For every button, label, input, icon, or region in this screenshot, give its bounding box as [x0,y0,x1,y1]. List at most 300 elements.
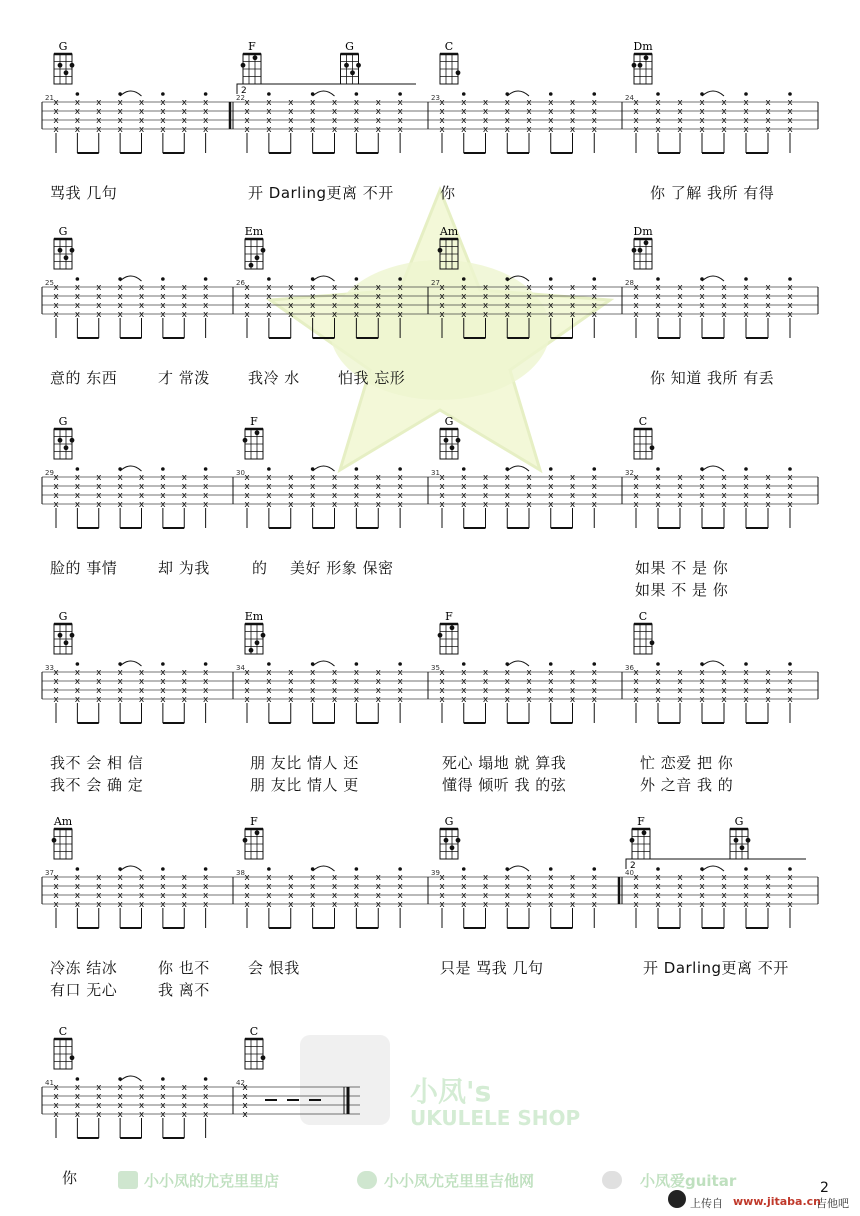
svg-text:x: x [482,677,489,687]
svg-text:x: x [375,891,381,901]
chord-diagram-g [54,239,74,269]
svg-text:x: x [787,891,793,901]
svg-text:x: x [138,107,145,117]
svg-text:x: x [309,900,316,910]
svg-text:x: x [504,107,510,117]
svg-text:x: x [526,310,532,320]
svg-text:x: x [548,473,554,483]
svg-text:x: x [633,686,639,696]
svg-text:x: x [160,98,166,108]
svg-text:x: x [202,473,209,483]
svg-text:x: x [117,292,123,302]
svg-text:x: x [504,301,510,311]
svg-text:x: x [743,116,749,126]
svg-text:x: x [633,107,639,117]
svg-text:x: x [677,491,683,501]
svg-text:x: x [591,668,597,678]
svg-text:x: x [461,292,467,302]
svg-text:x: x [74,283,81,293]
footer-weibo-name: 小凤爱guitar [640,1172,737,1190]
lyric-segment: 我不 会 相 信 [50,754,144,772]
chord-diagram-g [730,829,750,859]
svg-text:x: x [461,686,467,696]
svg-text:x: x [787,900,793,910]
svg-text:x: x [439,292,445,302]
measure-number: 28 [625,279,634,287]
lyric-segment: 懂得 倾听 我 的弦 [442,776,567,794]
svg-text:x: x [74,107,81,117]
svg-text:x: x [526,900,532,910]
svg-text:x: x [787,107,793,117]
svg-text:x: x [461,491,467,501]
svg-text:x: x [309,473,316,483]
svg-text:x: x [266,473,272,483]
lyric-segment: 死心 塌地 就 算我 [442,754,567,772]
svg-text:x: x [548,116,554,126]
svg-text:x: x [461,482,467,492]
svg-text:x: x [633,677,639,687]
svg-text:x: x [439,668,445,678]
svg-text:x: x [288,900,294,910]
svg-text:x: x [331,491,338,501]
svg-text:x: x [160,491,166,501]
svg-text:x: x [397,686,403,696]
svg-text:x: x [569,292,576,302]
svg-text:x: x [202,125,209,135]
svg-text:x: x [202,301,209,311]
chord-name: G [58,40,68,53]
svg-text:x: x [633,482,639,492]
svg-text:x: x [633,473,639,483]
svg-text:x: x [74,1083,81,1093]
svg-text:x: x [117,882,123,892]
svg-text:x: x [504,500,510,510]
svg-text:x: x [117,482,123,492]
svg-text:x: x [96,500,102,510]
chord-diagram-em [245,239,265,269]
svg-text:x: x [74,677,81,687]
svg-text:x: x [655,292,661,302]
svg-text:x: x [181,473,187,483]
score-row-4 [0,610,860,730]
svg-text:x: x [244,695,250,705]
svg-text:x: x [353,491,360,501]
svg-text:x: x [787,292,793,302]
svg-text:x: x [266,292,272,302]
svg-text:x: x [74,695,81,705]
svg-text:x: x [655,107,661,117]
svg-text:x: x [74,310,81,320]
svg-text:x: x [244,900,250,910]
svg-text:x: x [765,98,771,108]
svg-text:x: x [309,500,316,510]
svg-text:x: x [591,900,597,910]
svg-text:x: x [591,482,597,492]
svg-text:x: x [202,310,209,320]
svg-text:x: x [96,891,102,901]
chord-name: C [58,1025,68,1038]
svg-text:x: x [655,482,661,492]
chord-name: Am [53,815,73,828]
svg-text:x: x [53,473,59,483]
svg-text:x: x [526,891,532,901]
svg-text:x: x [461,668,467,678]
svg-text:x: x [266,677,272,687]
lyric-segment: 美好 形象 保密 [290,559,394,577]
svg-text:x: x [266,310,272,320]
svg-text:x: x [721,677,727,687]
svg-text:x: x [699,500,705,510]
chord-diagram-c [634,429,654,459]
svg-text:x: x [375,882,381,892]
svg-text:x: x [53,491,59,501]
svg-text:x: x [765,891,771,901]
upload-site-name: 吉他吧 [816,1197,849,1210]
svg-text:x: x [160,695,166,705]
svg-text:x: x [655,301,661,311]
volta-bracket [237,84,416,94]
svg-text:x: x [699,310,705,320]
svg-text:x: x [569,491,576,501]
svg-text:x: x [461,873,467,883]
svg-text:x: x [721,873,727,883]
svg-text:x: x [677,668,683,678]
svg-text:x: x [721,125,727,135]
svg-text:x: x [439,891,445,901]
volta-number: 2 [630,861,636,871]
svg-text:x: x [787,116,793,126]
lyric-segment: 会 恨我 [248,959,300,977]
score-row-2 [0,225,860,345]
svg-text:x: x [160,116,166,126]
svg-text:x: x [138,292,145,302]
lyric-segment: 朋 友比 情人 更 [250,776,359,794]
svg-text:x: x [96,107,102,117]
svg-text:x: x [655,283,661,293]
chord-name: G [58,610,68,623]
svg-text:x: x [242,1110,248,1120]
svg-text:x: x [138,891,145,901]
svg-text:x: x [482,491,489,501]
svg-text:x: x [548,873,554,883]
svg-text:x: x [375,686,381,696]
svg-text:x: x [677,695,683,705]
svg-text:x: x [74,292,81,302]
chord-name: F [250,415,258,428]
svg-text:x: x [138,677,145,687]
chord-diagram-f [438,624,458,654]
svg-text:x: x [266,283,272,293]
svg-text:x: x [591,125,597,135]
svg-text:x: x [743,491,749,501]
svg-text:x: x [202,1092,209,1102]
svg-text:x: x [397,98,403,108]
svg-text:x: x [548,668,554,678]
svg-text:x: x [526,873,532,883]
svg-text:x: x [677,107,683,117]
svg-text:x: x [53,283,59,293]
svg-text:x: x [353,473,360,483]
svg-text:x: x [526,107,532,117]
svg-text:x: x [787,500,793,510]
svg-text:x: x [375,900,381,910]
svg-text:x: x [117,301,123,311]
svg-text:x: x [743,891,749,901]
svg-text:x: x [569,882,576,892]
svg-text:x: x [765,107,771,117]
svg-text:x: x [244,891,250,901]
svg-text:x: x [526,695,532,705]
svg-text:x: x [74,1110,81,1120]
svg-text:x: x [633,292,639,302]
svg-text:x: x [591,116,597,126]
svg-text:x: x [96,292,102,302]
svg-text:x: x [787,310,793,320]
svg-text:x: x [331,473,338,483]
svg-text:x: x [439,98,445,108]
svg-text:x: x [288,891,294,901]
svg-text:x: x [439,283,445,293]
svg-text:x: x [160,900,166,910]
svg-text:x: x [482,686,489,696]
svg-text:x: x [117,125,123,135]
svg-text:x: x [138,125,145,135]
svg-text:x: x [397,482,403,492]
svg-text:x: x [721,292,727,302]
chord-diagram-g [341,54,361,84]
svg-text:x: x [266,482,272,492]
svg-text:x: x [331,900,338,910]
svg-text:x: x [53,1092,59,1102]
svg-text:x: x [74,1101,81,1111]
chord-diagram-c [245,1039,265,1069]
svg-text:x: x [309,283,316,293]
svg-text:x: x [138,1083,145,1093]
svg-text:x: x [397,310,403,320]
svg-text:x: x [74,686,81,696]
measure-number: 32 [625,469,634,477]
chord-name: G [58,415,68,428]
jitaba-logo-icon [668,1190,686,1208]
svg-text:x: x [96,900,102,910]
svg-text:x: x [699,873,705,883]
svg-text:x: x [482,500,489,510]
svg-text:x: x [266,891,272,901]
svg-text:x: x [202,283,209,293]
svg-text:x: x [548,98,554,108]
lyric-segment: 却 为我 [158,559,210,577]
svg-text:x: x [633,873,639,883]
svg-text:x: x [244,500,250,510]
svg-text:x: x [160,882,166,892]
svg-text:x: x [202,1083,209,1093]
svg-text:x: x [655,695,661,705]
svg-text:x: x [138,1110,145,1120]
svg-text:x: x [677,473,683,483]
svg-text:x: x [569,310,576,320]
svg-text:x: x [266,98,272,108]
svg-text:x: x [439,310,445,320]
svg-text:x: x [353,125,360,135]
svg-text:x: x [699,900,705,910]
svg-text:x: x [266,116,272,126]
svg-text:x: x [633,900,639,910]
svg-text:x: x [309,491,316,501]
svg-text:x: x [787,686,793,696]
svg-text:x: x [677,283,683,293]
svg-text:x: x [504,125,510,135]
svg-text:x: x [117,107,123,117]
svg-text:x: x [655,491,661,501]
svg-text:x: x [765,500,771,510]
svg-text:x: x [117,1092,123,1102]
svg-text:x: x [117,1083,123,1093]
svg-text:x: x [482,695,489,705]
svg-text:x: x [526,482,532,492]
svg-text:x: x [699,695,705,705]
upload-site[interactable]: www.jitaba.cn [733,1195,822,1208]
svg-text:x: x [504,491,510,501]
footer-shop-name: 小小凤的尤克里里店 [144,1172,280,1190]
svg-text:x: x [244,677,250,687]
upload-label: 上传自 [690,1197,723,1210]
svg-text:x: x [482,900,489,910]
svg-text:x: x [96,125,102,135]
svg-text:x: x [353,98,360,108]
svg-text:x: x [353,301,360,311]
chord-name: F [250,815,258,828]
svg-text:x: x [160,125,166,135]
svg-text:x: x [96,1110,102,1120]
svg-text:x: x [569,900,576,910]
svg-text:x: x [331,873,338,883]
svg-text:x: x [288,695,294,705]
svg-text:x: x [461,301,467,311]
svg-text:x: x [743,882,749,892]
svg-text:x: x [160,677,166,687]
svg-text:x: x [375,283,381,293]
svg-text:x: x [526,301,532,311]
svg-text:x: x [74,98,81,108]
svg-text:x: x [633,301,639,311]
chord-name: C [249,1025,259,1038]
svg-text:x: x [202,116,209,126]
lyric-segment: 才 常泼 [158,369,210,387]
measure-number: 36 [625,664,634,672]
svg-text:x: x [353,482,360,492]
svg-text:x: x [461,695,467,705]
svg-text:x: x [397,891,403,901]
svg-text:x: x [655,310,661,320]
svg-text:x: x [353,283,360,293]
svg-text:x: x [181,482,187,492]
chord-diagram-em [245,624,265,654]
svg-text:x: x [288,125,294,135]
svg-text:x: x [375,301,381,311]
svg-text:x: x [309,292,316,302]
svg-text:x: x [633,882,639,892]
svg-text:x: x [743,482,749,492]
svg-text:x: x [548,301,554,311]
svg-text:x: x [138,900,145,910]
svg-text:x: x [181,900,187,910]
svg-text:x: x [375,107,381,117]
svg-text:x: x [353,116,360,126]
svg-text:x: x [569,668,576,678]
svg-text:x: x [633,500,639,510]
svg-text:x: x [677,686,683,696]
svg-text:x: x [138,310,145,320]
svg-text:x: x [677,301,683,311]
chord-diagram-c [634,624,654,654]
svg-text:x: x [504,283,510,293]
svg-text:x: x [244,482,250,492]
svg-text:x: x [655,473,661,483]
svg-text:x: x [461,116,467,126]
svg-text:x: x [765,473,771,483]
svg-text:x: x [548,292,554,302]
svg-text:x: x [181,1110,187,1120]
svg-text:x: x [439,695,445,705]
svg-text:x: x [266,107,272,117]
chord-diagram-c [440,54,460,84]
svg-text:x: x [461,500,467,510]
svg-text:x: x [439,686,445,696]
svg-text:x: x [331,686,338,696]
measure-number: 23 [431,94,440,102]
svg-text:x: x [569,116,576,126]
svg-text:x: x [160,310,166,320]
svg-text:x: x [655,873,661,883]
svg-text:x: x [591,310,597,320]
svg-text:x: x [482,891,489,901]
svg-text:x: x [526,500,532,510]
svg-text:x: x [331,310,338,320]
svg-text:x: x [160,1110,166,1120]
svg-text:x: x [117,98,123,108]
svg-text:x: x [288,310,294,320]
lyric-segment: 如果 不 是 你 [635,581,729,599]
svg-text:x: x [181,301,187,311]
chord-diagram-dm [632,54,652,84]
svg-text:x: x [353,686,360,696]
chord-diagram-g [54,624,74,654]
svg-text:x: x [353,695,360,705]
svg-text:x: x [202,891,209,901]
measure-number: 39 [431,869,440,877]
chord-name: C [444,40,454,53]
score-row-5 [0,815,860,935]
svg-text:x: x [787,473,793,483]
lyric-segment: 冷冻 结冰 [50,959,118,977]
svg-text:x: x [309,301,316,311]
svg-text:x: x [504,668,510,678]
svg-text:x: x [526,116,532,126]
svg-text:x: x [397,292,403,302]
svg-text:x: x [53,292,59,302]
svg-text:x: x [765,116,771,126]
svg-text:x: x [244,882,250,892]
svg-text:x: x [765,310,771,320]
svg-text:x: x [202,900,209,910]
svg-text:x: x [375,116,381,126]
measure-number: 21 [45,94,54,102]
svg-text:x: x [482,301,489,311]
svg-text:x: x [699,677,705,687]
svg-text:x: x [74,125,81,135]
svg-text:x: x [591,283,597,293]
svg-text:x: x [96,301,102,311]
